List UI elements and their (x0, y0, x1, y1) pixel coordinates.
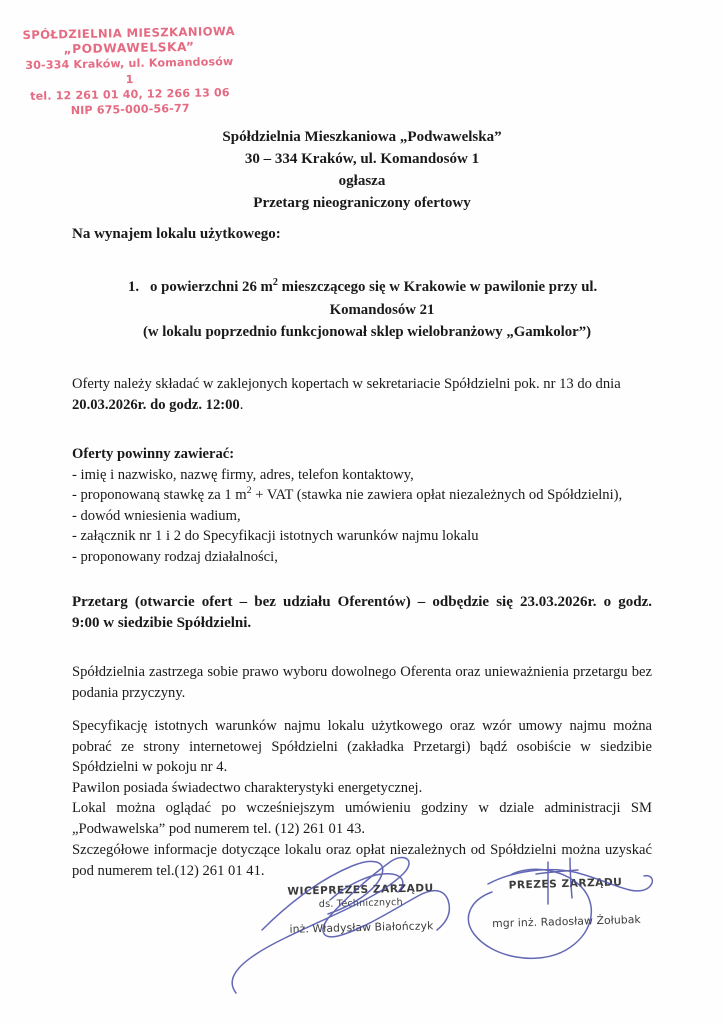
rate-text-b: + VAT (stawka nie zawiera opłat niezależnych od Spółdzielni), (251, 487, 623, 504)
vice-president-department: ds. Technicznych (318, 896, 404, 911)
requirement-item: - imię i nazwisko, nazwę firmy, adres, telefon kontaktowy, (72, 466, 414, 483)
details-paragraph-1: Specyfikację istotnych warunków najmu lokalu użytkowego oraz wzór umowy najmu można pobrać ze strony internetowej Spółdzielni (zakładka Przetargi) bądź osobiście w siedzibie Spółdzielni w pokoju nr 4. (72, 718, 652, 775)
requirements-header: Oferty powinny zawierać: (72, 446, 235, 462)
premises-street: Komandosów 21 (329, 301, 435, 318)
details-paragraph-4: Szczegółowe informacje dotyczące lokalu oraz opłat niezależnych od Spółdzielni można uzyskać pod numerem tel.(12) 261 01 41. (72, 842, 652, 879)
reservation-paragraph: Spółdzielnia zastrzega sobie prawo wyboru dowolnego Oferenta oraz unieważnienia przetargu bez podania przyczyny. (72, 664, 652, 701)
heading-org: Spółdzielnia Mieszkaniowa „Podwawelska” (222, 129, 502, 145)
auction-line-2: 9:00 w siedzibie Spółdzielni. (72, 615, 252, 631)
stamp-line-nip: NIP 675-000-56-77 (70, 101, 190, 118)
auction-line-1: Przetarg (otwarcie ofert – bez udziału Oferentów) – odbędzie się 23.03.2026r. o godz. (72, 594, 652, 610)
signature-stamp-president (475, 875, 656, 930)
area-superscript: 2 (272, 277, 278, 289)
submission-text: Oferty należy składać w zaklejonych kopertach w sekretariacie Spółdzielni pok. nr 13 do dnia (72, 376, 621, 392)
auction-paragraph (72, 592, 652, 634)
premises-item-text (150, 276, 652, 299)
subject-label: Na wynajem lokalu użytkowego: (72, 226, 281, 242)
premises-item-number: 1. (128, 279, 140, 295)
rate-superscript: 2 (246, 485, 252, 497)
heading-tender-type: Przetarg nieograniczony ofertowy (253, 195, 471, 211)
submission-paragraph (72, 374, 652, 415)
requirement-item-rate (72, 485, 652, 506)
company-stamp (21, 24, 238, 119)
stamp-line-address: 30-334 Kraków, ul. Komandosów 1 (25, 55, 234, 86)
premises-former-use: (w lokalu poprzednio funkcjonował sklep wielobranżowy „Gamkolor”) (142, 324, 592, 340)
submission-period: . (239, 396, 244, 413)
stamp-line-phone: tel. 12 261 01 40, 12 266 13 06 (30, 85, 230, 103)
stamp-line-name: SPÓŁDZIELNIA MIESZKANIOWA (22, 23, 236, 43)
vice-president-name: inż. Władysław Białończyk (289, 919, 434, 936)
requirement-item: - dowód wniesienia wadium, (72, 507, 241, 524)
premises-item-line1 (72, 276, 652, 299)
heading-announces: ogłasza (338, 173, 386, 189)
document-heading (72, 126, 652, 214)
premises-area-text: o powierzchni 26 m (150, 279, 273, 295)
heading-address: 30 – 334 Kraków, ul. Komandosów 1 (244, 151, 480, 167)
premises-item (72, 276, 652, 344)
premises-location-text: mieszczącego się w Krakowie w pawilonie przy ul. (277, 279, 598, 295)
details-paragraph-2: Pawilon posiada świadectwo charakterystyki energetycznej. (72, 780, 423, 796)
requirements-block (72, 444, 652, 568)
president-name: mgr inż. Radosław Żołubak (492, 912, 641, 931)
stamp-line-coop: „PODWAWELSKA” (63, 39, 195, 57)
vice-president-role: WICEPREZES ZARZĄDU (287, 882, 434, 898)
president-role: PREZES ZARZĄDU (508, 876, 623, 892)
requirement-item: - załącznik nr 1 i 2 do Specyfikacji istotnych warunków najmu lokalu (72, 528, 479, 545)
submission-deadline: 20.03.2026r. do godz. 12:00 (72, 396, 240, 413)
details-paragraph-3: Lokal można oglądać po wcześniejszym umówieniu godziny w dziale administracji SM „Podwawelska” pod numerem tel. (12) 261 01 43. (72, 800, 652, 837)
requirement-item: - proponowany rodzaj działalności, (72, 548, 278, 565)
rate-text-a: - proponowaną stawkę za 1 m (72, 487, 247, 504)
signature-stamp-vice-president (265, 882, 456, 937)
